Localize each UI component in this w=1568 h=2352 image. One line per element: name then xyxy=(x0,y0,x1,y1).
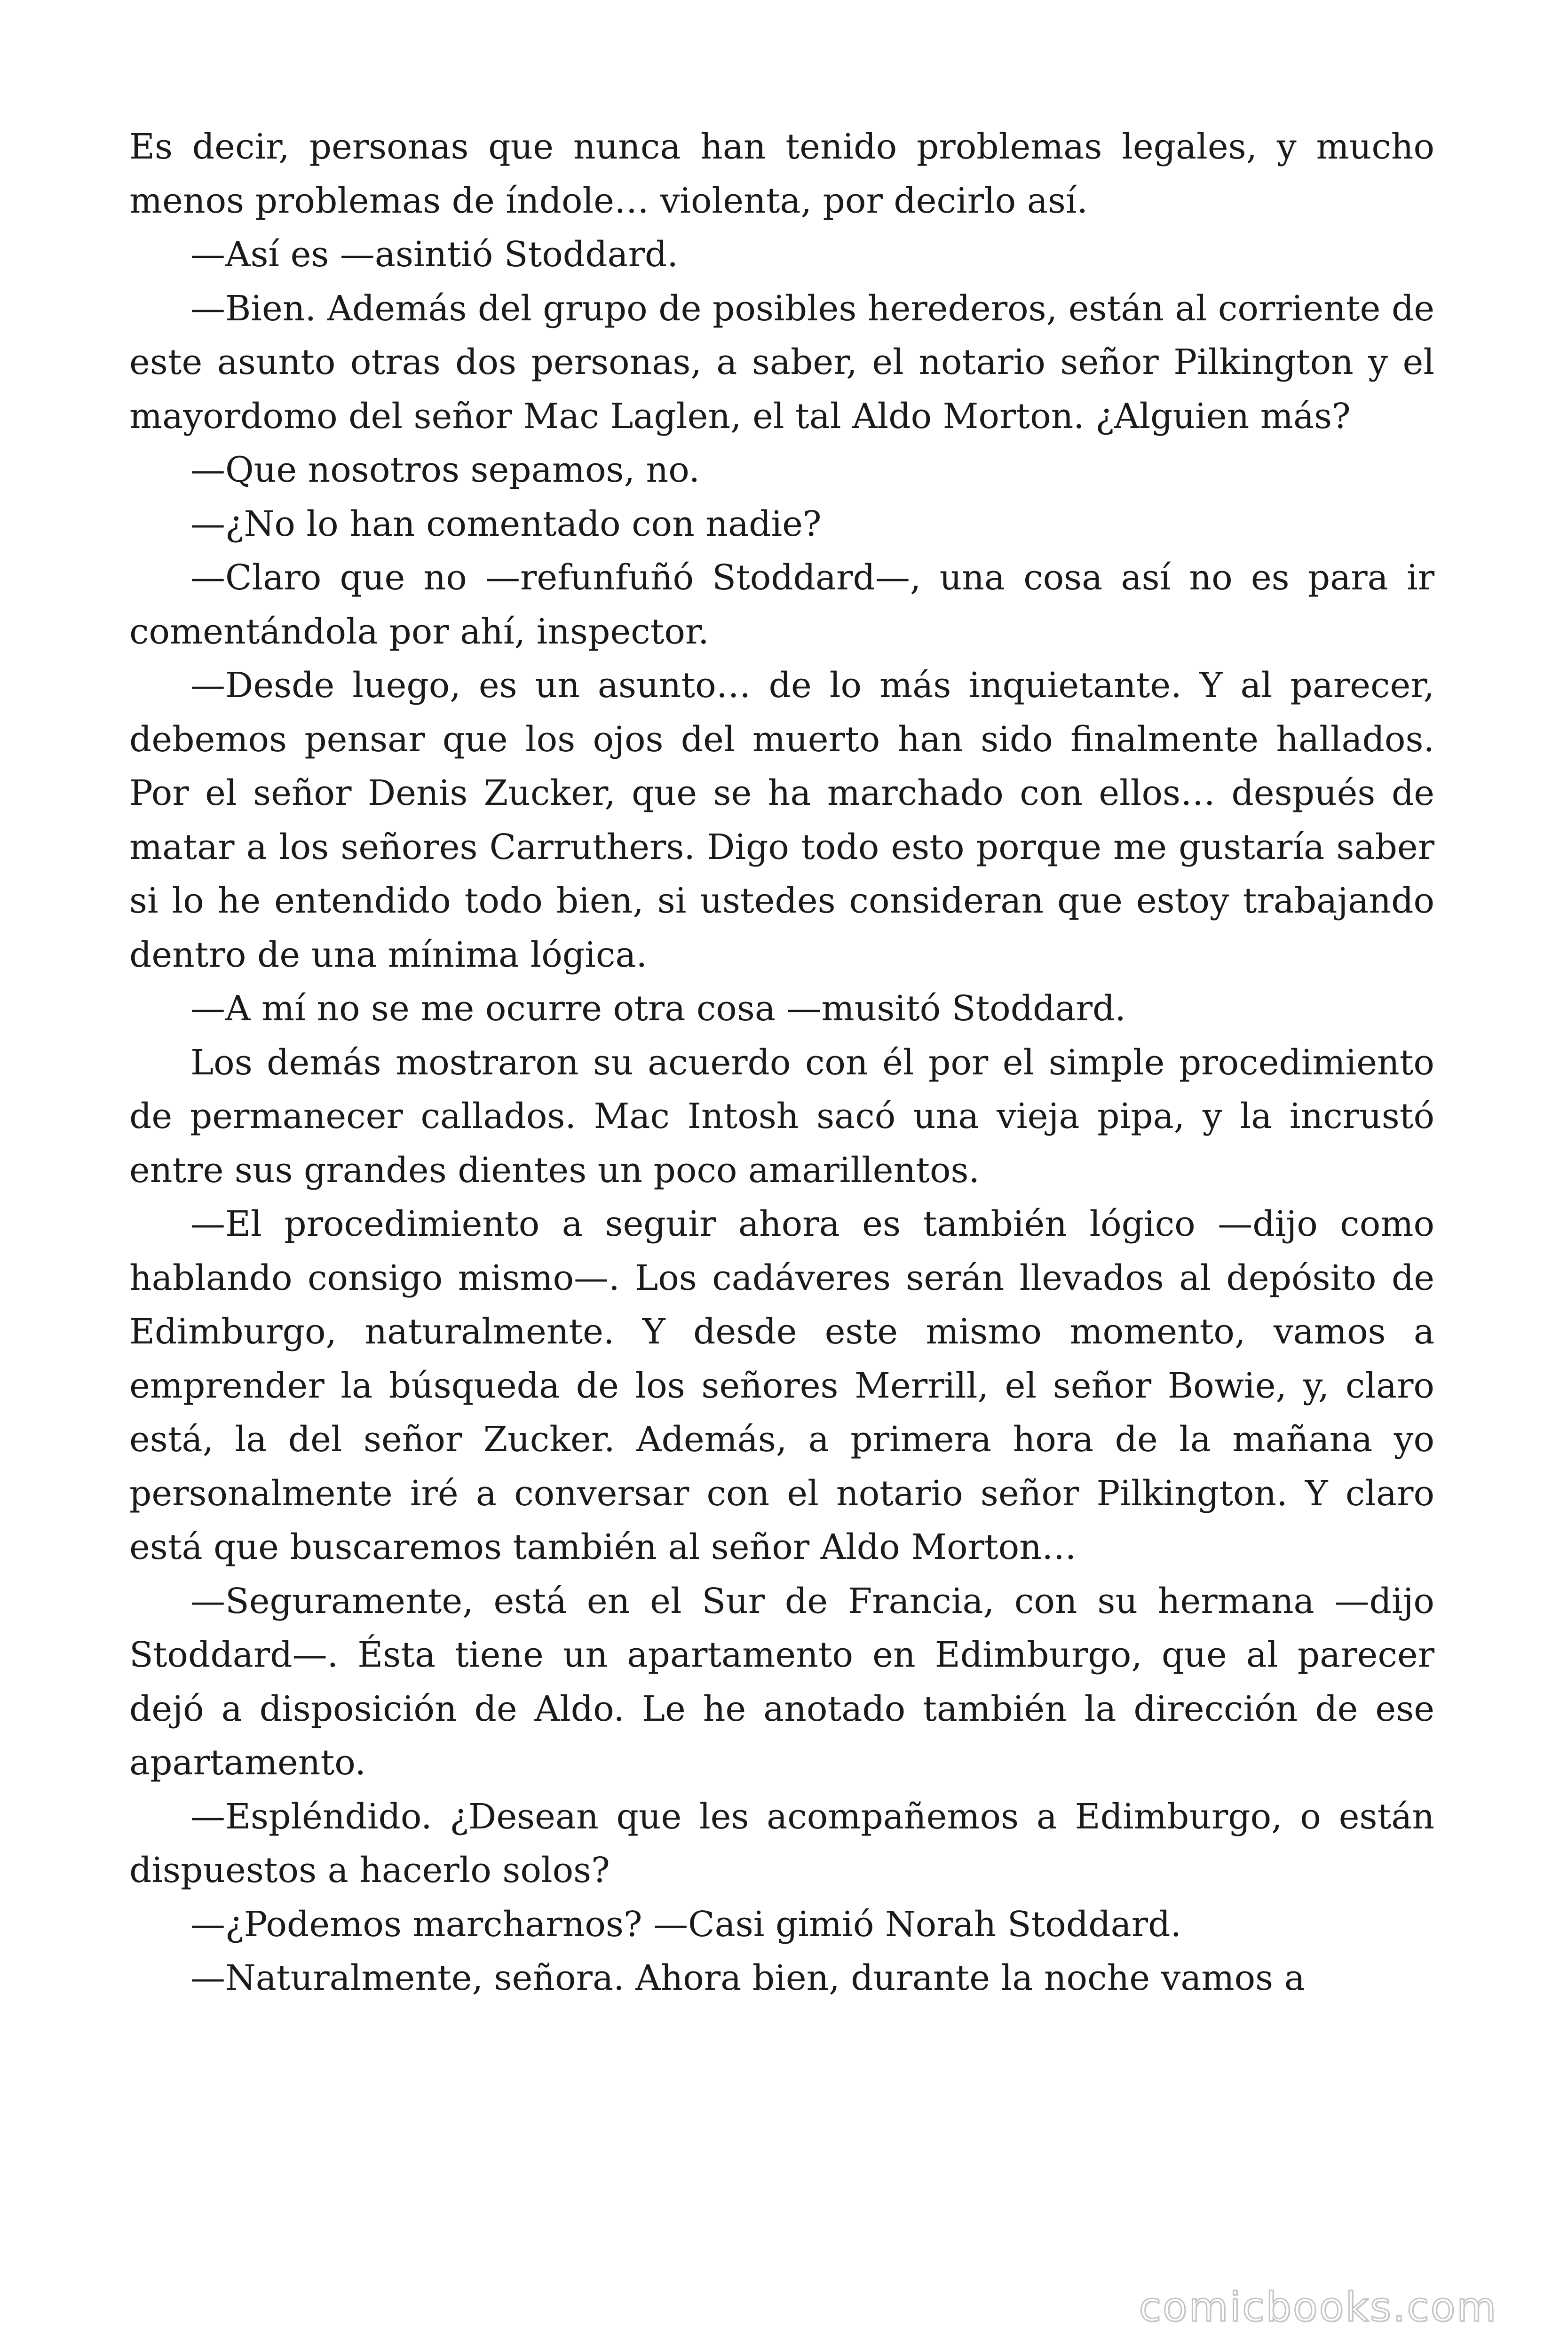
paragraph: —A mí no se me ocurre otra cosa —musitó Stoddard. xyxy=(190,988,1126,1029)
watermark: comicbooks.com xyxy=(1139,2284,1497,2331)
body-text xyxy=(129,120,1434,2005)
paragraph: —Que nosotros sepamos, no. xyxy=(190,450,700,490)
paragraph: —Seguramente, está en el Sur de Francia, con su hermana —dijo Stoddard—. Ésta tiene un apartamento en Edimburgo, que al parecer dejó a disposición de Aldo. Le he anotado también la dirección de ese apartamento. xyxy=(129,1581,1434,1783)
paragraph: Los demás mostraron su acuerdo con él por el simple procedimiento de permanecer callados. Mac Intosh sacó una vieja pipa, y la incrustó entre sus grandes dientes un poco amarillentos. xyxy=(129,1042,1434,1191)
paragraph: Es decir, personas que nunca han tenido problemas legales, y mucho menos problemas de índole… violenta, por decirlo así. xyxy=(129,127,1434,221)
paragraph: —El procedimiento a seguir ahora es también lógico —dijo como hablando consigo mismo—. Los cadáveres serán llevados al depósito de Edimburgo, naturalmente. Y desde este mismo momento, vamos a emprender la búsqueda de los señores Merrill, el señor Bowie, y, claro está, la del señor Zucker. Además, a primera hora de la mañana yo personalmente iré a conversar con el notario señor Pilkington. Y claro está que buscaremos también al señor Aldo Morton… xyxy=(129,1204,1434,1567)
paragraph: —Claro que no —refunfuñó Stoddard—, una cosa así no es para ir comentándola por ahí, inspector. xyxy=(129,557,1434,652)
paragraph: —¿No lo han comentado con nadie? xyxy=(190,503,822,544)
paragraph: —Desde luego, es un asunto… de lo más inquietante. Y al parecer, debemos pensar que los ojos del muerto han sido finalmente hallados. Por el señor Denis Zucker, que se ha marchado con ellos… después de matar a los señores Carruthers. Digo todo esto porque me gustaría saber si lo he entendido todo bien, si ustedes consideran que estoy trabajando dentro de una mínima lógica. xyxy=(129,665,1434,975)
paragraph: —Así es —asintió Stoddard. xyxy=(190,234,678,275)
paragraph: —Naturalmente, señora. Ahora bien, durante la noche vamos a xyxy=(190,1958,1305,1998)
paragraph: —Espléndido. ¿Desean que les acompañemos a Edimburgo, o están dispuestos a hacerlo solos? xyxy=(129,1796,1434,1891)
paragraph: —Bien. Además del grupo de posibles herederos, están al corriente de este asunto otras dos personas, a saber, el notario señor Pilkington y el mayordomo del señor Mac Laglen, el tal Aldo Morton. ¿Alguien más? xyxy=(129,288,1434,437)
paragraph: —¿Podemos marcharnos? —Casi gimió Norah Stoddard. xyxy=(190,1904,1181,1945)
